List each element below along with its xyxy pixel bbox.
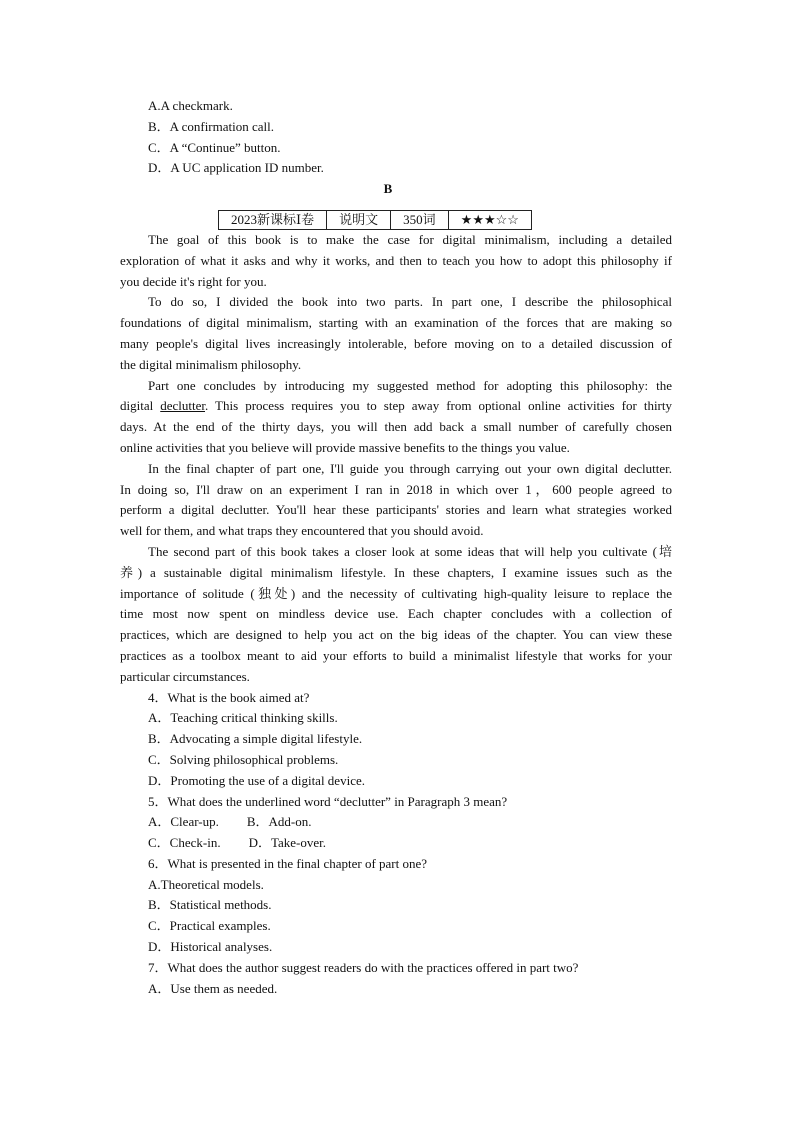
paragraph-2: To do so, I divided the book into two parts. In part one, I describe the philosophical foundations of digital minimalism, starting with an examination of the forces that are making so many people's digital lives increasingly intolerable, before moving on to a detailed discussion of the digital minimalism philosophy. — [120, 294, 672, 372]
option-a: A.Theoretical models. — [148, 876, 264, 892]
source-cell: 2023新课标Ⅰ卷 — [219, 210, 327, 229]
question-7 — [120, 958, 672, 1000]
question-stem: 6．What is presented in the final chapter of part one? — [148, 855, 428, 871]
word-count-cell: 350词 — [391, 210, 449, 229]
option-a: A．Use them as needed. — [148, 980, 278, 996]
paragraph-4: In the final chapter of part one, I'll guide you through carrying out your own digital declutter. In doing so, I'll draw on an experiment I ran in 2018 in which over 1，600 people agreed to perform a digital declutter. You'll hear these participants' stories and learn what strategies worked well for them, and what traps they encountered that you should avoid. — [120, 460, 672, 539]
section-heading: B — [383, 181, 393, 197]
option-row-2 — [120, 833, 672, 854]
option-b: B．Statistical methods. — [148, 897, 272, 913]
underlined-word-declutter: declutter — [160, 398, 206, 414]
option-d: D．Take-over. — [248, 835, 327, 851]
option-b: B．Add-on. — [246, 814, 312, 830]
option-d: D．A UC application ID number. — [148, 160, 324, 176]
document-page — [120, 96, 672, 999]
paragraph-3: Part one concludes by introducing my suggested method for adopting this philosophy: the digital declutter. This process requires you to step away from optional online activities for thirty days. At the end of the thirty days, you will then add back a small number of carefully chosen online activities that you believe will provide massive benefits to the things you value. — [120, 377, 672, 455]
option-c: C．Practical examples. — [148, 918, 271, 934]
option-c: C．A “Continue” button. — [148, 139, 281, 155]
option-row-1 — [120, 812, 672, 833]
option-a: A．Clear-up. — [148, 814, 219, 830]
paragraph-1: The goal of this book is to make the case for digital minimalism, including a detailed exploration of what it asks and why it works, and then to teach you how to adopt this philosophy if you decide it's right for you. — [120, 231, 672, 289]
difficulty-cell: ★★★☆☆ — [448, 210, 531, 229]
question-stem: 5．What does the underlined word “declutter” in Paragraph 3 mean? — [148, 793, 508, 809]
paragraph-3-line-2: digital declutter. This process requires you to step away from optional online activities for thirty — [120, 398, 672, 414]
passage-info-table — [218, 210, 532, 230]
prev-question-options — [120, 96, 672, 179]
option-b: B．A confirmation call. — [148, 118, 275, 134]
paragraph-5: The second part of this book takes a closer look at some ideas that will help you cultivate (培 养) a sustainable digital minimalism lifestyle. In these chapters, I examine issues such as the importance of solitude (独处) and the necessity of cultivating high-quality leisure to replace the time most now spent on mindless device use. Each chapter concludes with a collection of practices, which are designed to help you act on the big ideas of the chapter. You can view these practices as a toolbox meant to aid your efforts to build a minimalist lifestyle that works for your particular circumstances. — [120, 543, 672, 684]
option-c: C．Solving philosophical problems. — [148, 751, 339, 767]
option-d: D．Promoting the use of a digital device. — [148, 772, 365, 788]
question-4 — [120, 688, 672, 792]
option-d: D．Historical analyses. — [148, 939, 273, 955]
option-c: C．Check-in. — [148, 835, 221, 851]
option-a: A.A checkmark. — [148, 98, 233, 113]
option-a: A．Teaching critical thinking skills. — [148, 710, 338, 726]
question-6 — [120, 854, 672, 958]
genre-cell: 说明文 — [327, 210, 391, 229]
option-b: B．Advocating a simple digital lifestyle. — [148, 731, 363, 747]
question-stem: 4．What is the book aimed at? — [148, 689, 310, 705]
question-stem: 7．What does the author suggest readers do with the practices offered in part two? — [148, 959, 579, 975]
question-5 — [120, 792, 672, 854]
